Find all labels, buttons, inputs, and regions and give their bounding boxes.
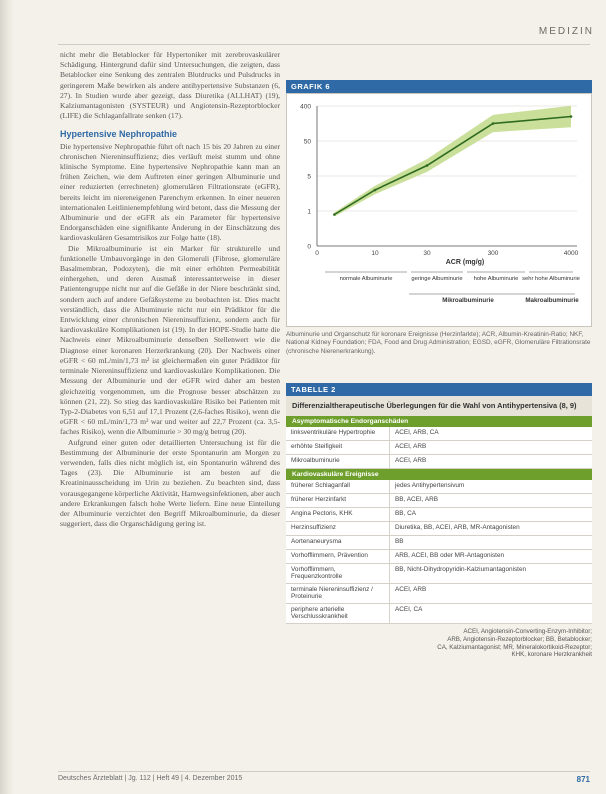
y-tick-label: 5 xyxy=(307,173,311,181)
y-tick-label: 400 xyxy=(300,103,311,111)
table-cell-therapy: ACEI, ARB xyxy=(395,442,427,450)
chart-caption: Albuminurie und Organschutz für koronare Ereignisse (Herzinfarkte); ACR, Albumin-Kreatinin-Ratio; NKF, National Kidney Foundation; FDA, Food and Drug Administration; EGSD, eGFR, Glomeruläre Filtrationsrate (chronische Nierenerkrankung). xyxy=(286,331,591,355)
table-cell-condition: Vorhofflimmern, Prävention xyxy=(286,550,390,563)
table-cell-condition: Herzinsuffizienz xyxy=(286,522,390,535)
body-text-column xyxy=(60,50,280,768)
table-footnote-line: ACEI, Angiotensin-Converting-Enzym-Inhibitor; xyxy=(463,628,592,636)
table-row xyxy=(286,584,592,604)
table-cell-therapy: ACEI, CA xyxy=(395,605,423,613)
chart-label: GRAFIK 6 xyxy=(286,80,592,93)
table-row xyxy=(286,494,592,508)
y-tick-label: 1 xyxy=(307,208,311,216)
confidence-band xyxy=(334,106,571,217)
table-section-body xyxy=(286,427,592,469)
chart-svg xyxy=(287,94,593,326)
page-footer xyxy=(58,771,590,782)
table-row xyxy=(286,522,592,536)
data-point xyxy=(570,115,573,118)
section-heading: Hypertensive Nephropathie xyxy=(60,129,178,140)
journal-citation: Deutsches Ärzteblatt | Jg. 112 | Heft 49 | 4. Dezember 2015 xyxy=(58,775,243,782)
data-point xyxy=(333,213,336,216)
table-footnotes xyxy=(286,628,592,659)
table-row xyxy=(286,508,592,522)
data-point xyxy=(426,164,429,167)
table-cell-condition: früherer Herzinfarkt xyxy=(286,494,390,507)
x-tick-label: 0 xyxy=(315,250,319,257)
table-cell-condition: Aortenaneurysma xyxy=(286,536,390,549)
table-cell-therapy: ARB, ACEI, BB oder MR-Antagonisten xyxy=(395,551,505,559)
table-row xyxy=(286,604,592,624)
band-label: Makroalbuminurie xyxy=(525,297,579,304)
table-footnote-line: CA, Kalziumantagonist; MR, Mineralokortikoid-Rezeptor; xyxy=(437,643,592,651)
table-footnote-line: ARB, Angiotensin-Rezeptorblocker; BB, Betablocker; xyxy=(447,635,592,643)
table-cell-condition: erhöhte Steifigkeit xyxy=(286,441,390,454)
table-row xyxy=(286,455,592,469)
table-cell-therapy: BB, Nicht-Dihydropyridin-Kalziumantagonisten xyxy=(395,565,527,573)
series-line xyxy=(334,117,571,215)
table-cell-condition: linksventrikuläre Hypertrophie xyxy=(286,427,390,440)
table-cell-therapy: ACEI, ARB xyxy=(395,585,427,593)
table-cell-condition: terminale Niereninsuffizienz / Proteinurie xyxy=(286,584,390,603)
chart-panel xyxy=(286,93,592,327)
x-tick-label: 300 xyxy=(487,250,499,257)
table-cell-therapy: BB xyxy=(395,537,404,545)
band-label: Mikroalbuminurie xyxy=(442,297,494,304)
table-cell-therapy: ACEI, ARB xyxy=(395,456,427,464)
category-label: hohe Albuminurie xyxy=(473,276,519,282)
data-point xyxy=(374,189,377,192)
table-cell-therapy: ACEI, ARB, CA xyxy=(395,428,439,436)
right-column xyxy=(286,80,592,659)
x-tick-label: 30 xyxy=(423,250,431,257)
category-label: normale Albuminurie xyxy=(339,276,393,282)
table-row xyxy=(286,441,592,455)
table-section-header: Asymptomatische Endorganschäden xyxy=(286,416,592,427)
table-label: TABELLE 2 xyxy=(286,383,592,396)
table-cell-condition: periphere arterielle Verschlusskrankheit xyxy=(286,604,390,623)
category-label: sehr hohe Albuminurie xyxy=(522,276,580,282)
data-point xyxy=(492,122,495,125)
header-rule xyxy=(58,44,590,45)
category-label: geringe Albuminurie xyxy=(411,276,463,282)
table-row xyxy=(286,536,592,550)
table-title: Differenzialtherapeutische Überlegungen für die Wahl von Antihypertensiva (8, 9) xyxy=(286,396,592,416)
table-cell-condition: früherer Schlaganfall xyxy=(286,480,390,493)
body-paragraph: nicht mehr die Betablocker für Hypertoniker mit zerebrovaskulärer Schädigung. Hintergrund dafür sind Untersuchungen, die zeigten, dass Betablocker eine Senkung des zentralen Blutdrucks und Pulsdrucks in geringerem Maße bewirken als andere antihypertensive Substanzen (6, 27). In Studien wurde aber gezeigt, dass Diuretika (ALLHAT) (19), Kalziumantagonisten (SYSTEUR) und Angiotensin-Rezeptorblocker (LIFE) die Schlaganfallrate senken (17). xyxy=(60,50,280,121)
table-section-body xyxy=(286,480,592,625)
page-gutter xyxy=(0,0,14,794)
body-paragraph: Aufgrund einer guten oder detaillierten Untersuchung ist für die Bestimmung der Albuminurie der erste Spontanurin am Morgen zu verwenden, falls dies nicht möglich ist, ein Spontanurin während des Tages (23). Die Albuminurie ist am besten auf die Kreatininausscheidung im Urin zu beziehen. Zu beachten sind, dass vorausgegangene körperliche Aktivität, Harnwegsinfektionen, aber auch andere Erkrankungen falsch hohe Werte liefern. Eine neue Einteilung der Albuminurie verzichtet den Begriff Mikroalbuminurie, da dieser suggeriert, dass die Organschädigung gering ist. xyxy=(60,437,280,529)
table-row xyxy=(286,480,592,494)
page-number: 871 xyxy=(576,775,590,784)
section-label: MEDIZIN xyxy=(538,26,594,37)
y-tick-label: 50 xyxy=(303,138,311,146)
table-row xyxy=(286,550,592,564)
therapy-table xyxy=(286,383,592,659)
table-cell-therapy: BB, ACEI, ARB xyxy=(395,495,438,503)
body-paragraph: Die hypertensive Nephropathie führt oft nach 15 bis 20 Jahren zu einer chronischen Niereninsuffizienz; dies verläuft meist stumm und ohne klinische Symptome. Eine hypertensive Nephropathie kann man an frühen Zeichen, wie dem Auftreten einer geringen Albuminurie und einer reduzierten (errechneten) glomerulären Filtrationsrate (eGFR), bereits leicht im niereneigenen Parenchym erkennen. In einer neueren internationalen Leitlinienempfehlung wird betont, dass die Messung der Albuminurie und der eGFR als ein Parameter für hypertensive Endorganschäden eine signifikante Änderung in der Einschätzung des kardiovaskulären Gesamtrisikos zur Folge hatte (18). xyxy=(60,141,280,243)
x-tick-label: 4000 xyxy=(563,250,579,257)
x-axis-label: ACR (mg/g) xyxy=(445,259,485,266)
table-footnote-line: KHK, koronare Herzkrankheit xyxy=(511,651,592,659)
x-tick-label: 10 xyxy=(371,250,379,257)
table-cell-therapy: BB, CA xyxy=(395,509,416,517)
table-row xyxy=(286,427,592,441)
table-cell-therapy: Diuretika, BB, ACEI, ARB, MR-Antagonisten xyxy=(395,523,520,531)
table-row xyxy=(286,564,592,584)
table-cell-condition: Mikroalbuminurie xyxy=(286,455,390,468)
table-cell-condition: Angina Pectoris, KHK xyxy=(286,508,390,521)
body-paragraph: Die Mikroalbuminurie ist ein Marker für strukturelle und funktionelle Umbauvorgänge in den Glomeruli (Fibrose, glomeruläre Basalmembran, Podozyten), die mit einer erhöhten Permeabilität einhergehen, und deren Ausmaß interessanterweise in dieser Patientengruppe nicht nur auf die Gefäße in der Niere beschränkt sind, sondern auch auf andere Gefäßsysteme zu beobachten ist. Dies macht verständlich, dass die Albuminurie nicht nur ein Prädiktor für die Entwicklung einer chronischen Niereninsuffizienz, sondern auch für kardiovaskuläre Komplikationen ist (19). In der HOPE-Studie hatte die Nachweis einer Mikroalbuminurie denselben Stellenwert wie die Diagnose einer koronaren Herzerkrankung (20). Der Nachweis einer eGFR < 60 mL/min/1,73 m² ist gleichermaßen ein guter Prädiktor für terminale Niereninsuffizienz und kardiovaskuläre Komplikationen. Die Messung der Albuminurie und der eGFR wird daher am besten gleichzeitig vorgenommen, um die Prognose besser abschätzen zu können (21, 22). So stieg das kardiovaskuläre Risiko bei Patienten mit Typ-2-Diabetes von 6,51 auf 17,1 Prozent (2,6-faches Risiko), wenn die eGFR < 60 mL/min/1,73 m² war und weiter auf 22,7 Prozent (ca. 3,5-faches Risiko), wenn die Albuminurie > 30 mg/g betrug (20). xyxy=(60,243,280,437)
table-cell-condition: Vorhofflimmern, Frequenzkontrolle xyxy=(286,564,390,583)
table-section-header: Kardiovaskuläre Ereignisse xyxy=(286,469,592,480)
table-cell-therapy: jedes Antihypertensivum xyxy=(395,481,465,489)
y-tick-label: 0 xyxy=(307,243,311,251)
